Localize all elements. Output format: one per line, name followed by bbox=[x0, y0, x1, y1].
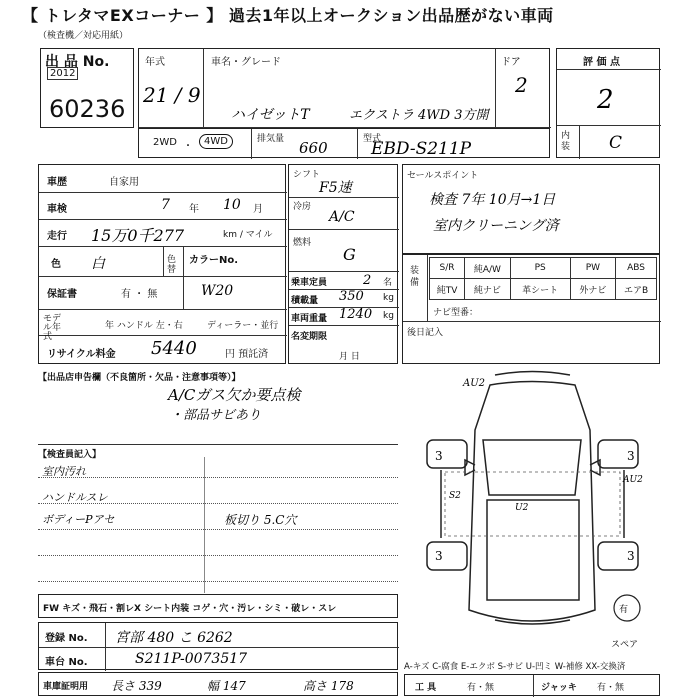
change-label: 名変期限 bbox=[291, 332, 328, 342]
change-unit: 月 日 bbox=[339, 352, 360, 362]
equip-aw: 純A/W bbox=[465, 258, 511, 279]
displacement-value: 660 bbox=[299, 139, 328, 157]
history-box bbox=[38, 164, 286, 364]
model-value: EBD-S211P bbox=[371, 139, 472, 159]
jack-label: ジャッキ bbox=[541, 683, 577, 693]
mark-wheel-rl: 3 bbox=[435, 549, 443, 563]
ac-value: A/C bbox=[329, 209, 355, 225]
mark-s2: S2 bbox=[449, 491, 461, 501]
seller-notes-label: 【出品店申告欄（不良箇所・欠品・注意事項等）】 bbox=[38, 373, 241, 383]
door-label: ドア bbox=[501, 57, 521, 68]
mark-wheel-fr: 3 bbox=[627, 449, 635, 463]
inspection-label: 車検 bbox=[47, 204, 67, 215]
model-year-label: モデル年式 bbox=[43, 314, 62, 342]
score-label: 評 価 点 bbox=[583, 57, 620, 68]
mark-au2-front: AU2 bbox=[463, 378, 486, 389]
load-kg: kg bbox=[383, 293, 394, 303]
weight-value: 1240 bbox=[339, 307, 373, 322]
reg-label: 登録 No. bbox=[45, 633, 88, 644]
banner bbox=[0, 0, 700, 30]
ac-label: 冷房 bbox=[293, 202, 312, 212]
inspection-month: 10 bbox=[223, 197, 241, 213]
tools-box bbox=[404, 674, 660, 696]
equipment-label: 装備 bbox=[410, 266, 420, 288]
fw-row bbox=[38, 594, 398, 618]
cert-height: 高さ 178 bbox=[303, 679, 354, 693]
registration-box bbox=[38, 622, 398, 670]
spare-mark: 有 bbox=[619, 605, 629, 615]
score-value: 2 bbox=[597, 85, 614, 115]
inspector-line-1: 室内汚れ bbox=[42, 465, 86, 478]
equip-tv: 純TV bbox=[430, 279, 465, 300]
mark-wheel-fl: 3 bbox=[435, 449, 443, 463]
color-label: 色 bbox=[51, 259, 61, 270]
year-value: 21 / 9 bbox=[143, 83, 201, 107]
equip-ext-navi: 外ナビ bbox=[570, 279, 615, 300]
drive-2wd: 2WD bbox=[153, 137, 177, 148]
load-value: 350 bbox=[339, 289, 364, 304]
interior-label: 内装 bbox=[561, 131, 571, 152]
model-label: 型式 bbox=[363, 134, 382, 144]
specs-box bbox=[288, 164, 398, 364]
history-value: 自家用 bbox=[109, 177, 139, 188]
seats-value: 2 bbox=[363, 273, 372, 288]
mileage-label: 走行 bbox=[47, 231, 67, 242]
damage-legend: A-キズ C-腐食 E-エクボ S-サビ U-凹ミ W-補修 XX-交換済 bbox=[404, 662, 626, 672]
lot-year-tag: 2012 bbox=[47, 67, 78, 80]
inspector-line-4: 板切り 5.C穴 bbox=[224, 513, 297, 527]
color-value: 白 bbox=[91, 256, 105, 272]
cert-box bbox=[38, 672, 398, 696]
shift-label: シフト bbox=[293, 170, 321, 180]
form-subtitle: （検査機／対応用紙） bbox=[38, 31, 129, 41]
dealer-label: ディーラー・並行 bbox=[207, 321, 279, 331]
reg-value: 宮部 480 こ 6262 bbox=[115, 630, 233, 646]
equip-navi: 純ナビ bbox=[465, 279, 511, 300]
recycle-unit: 円 預託済 bbox=[225, 349, 269, 360]
fuel-label: 燃料 bbox=[293, 238, 312, 248]
jack-value: 有・無 bbox=[597, 683, 625, 693]
load-label: 積載量 bbox=[291, 296, 319, 306]
name-label: 車名・グレード bbox=[211, 57, 281, 68]
recycle-label: リサイクル料金 bbox=[47, 349, 116, 360]
cert-label: 車庫証明用 bbox=[43, 682, 89, 692]
equip-sr: S/R bbox=[430, 258, 465, 279]
seats-label: 乗車定員 bbox=[291, 278, 328, 288]
car-damage-diagram bbox=[405, 370, 660, 650]
equip-leather: 革シート bbox=[510, 279, 570, 300]
lot-label: 出 品 No. bbox=[45, 54, 110, 70]
inspection-year: 7 bbox=[161, 197, 170, 213]
fuel-value: G bbox=[343, 245, 356, 264]
equip-ps: PS bbox=[510, 258, 570, 279]
vehicle-box bbox=[138, 48, 550, 128]
inspection-unit-y: 年 bbox=[189, 204, 199, 215]
chassis-value: S211P-0073517 bbox=[135, 651, 248, 667]
warranty-label: 保証書 bbox=[47, 289, 77, 300]
seats-unit: 名 bbox=[383, 278, 393, 288]
drive-4wd: 4WD bbox=[199, 134, 233, 149]
inspector-line-3: ボディーPアセ bbox=[42, 513, 115, 526]
interior-value: C bbox=[609, 133, 623, 153]
tools-label: 工 具 bbox=[415, 683, 437, 693]
name-value: ハイゼットT bbox=[231, 107, 310, 123]
equip-airbag: エアB bbox=[616, 279, 657, 300]
fw-row-text: FW キズ・飛石・割レX シート内装 コゲ・穴・汚レ・シミ・破レ・スレ bbox=[43, 604, 337, 614]
sales-box bbox=[402, 164, 660, 254]
color-no-label: カラーNo. bbox=[189, 255, 239, 266]
equipment-grid bbox=[429, 257, 657, 300]
navi-label: ナビ型番： bbox=[433, 308, 479, 318]
sales-label: セールスポイント bbox=[407, 171, 479, 181]
equipment-box bbox=[402, 254, 660, 364]
lot-box bbox=[40, 48, 134, 128]
year-label: 年式 bbox=[145, 57, 165, 68]
mark-wheel-rr: 3 bbox=[627, 549, 635, 563]
equip-pw: PW bbox=[570, 258, 615, 279]
inspector-label: 【検査員記入】 bbox=[38, 450, 102, 460]
seller-notes-line-2: ・部品サビあり bbox=[170, 408, 262, 423]
history-label: 車歴 bbox=[47, 177, 67, 188]
inspector-line-2: ハンドルスレ bbox=[42, 491, 108, 504]
color-no-value: W20 bbox=[201, 283, 234, 299]
mark-au2-side: AU2 bbox=[623, 475, 643, 485]
inspection-unit-m: 月 bbox=[253, 204, 263, 215]
shift-value: F5速 bbox=[319, 180, 352, 196]
grade-value: エクストラ 4WD 3方開 bbox=[349, 108, 489, 123]
cert-length: 長さ 339 bbox=[111, 679, 162, 693]
spare-label: スペア bbox=[611, 640, 639, 650]
warranty-options: 有 ・ 無 bbox=[121, 289, 158, 300]
sales-line-2: 室内クリーニング済 bbox=[433, 218, 559, 234]
banner-text: 【 トレタマEXコーナー 】 過去1年以上オークション出品歴がない車両 bbox=[22, 6, 554, 25]
seller-notes-line-1: A/Cガス欠か要点検 bbox=[168, 386, 301, 404]
after-label: 後日記入 bbox=[407, 328, 444, 338]
equip-abs: ABS bbox=[616, 258, 657, 279]
mileage-unit: km / マイル bbox=[223, 230, 273, 240]
displacement-label: 排気量 bbox=[257, 134, 285, 144]
color-change-label: 色替 bbox=[167, 255, 177, 275]
tools-value: 有・無 bbox=[467, 683, 495, 693]
cert-width: 幅 147 bbox=[207, 679, 246, 693]
weight-label: 車両重量 bbox=[291, 314, 328, 324]
sales-line-1: 検査 7年 10月→1日 bbox=[429, 192, 556, 208]
lot-number: 60236 bbox=[49, 95, 126, 123]
chassis-label: 車台 No. bbox=[45, 657, 88, 668]
mileage-value: 15万0千277 bbox=[91, 226, 185, 245]
recycle-value: 5440 bbox=[151, 338, 197, 359]
weight-kg: kg bbox=[383, 311, 394, 321]
drive-row: 2WD ・ 4WD 排気量 660 型式 EBD-S211P bbox=[138, 128, 550, 158]
inspector-box bbox=[38, 444, 398, 592]
handle-label: 年 ハンドル 左・右 bbox=[105, 321, 183, 331]
door-value: 2 bbox=[515, 73, 528, 97]
mark-u2: U2 bbox=[515, 503, 529, 513]
score-box bbox=[556, 48, 660, 158]
